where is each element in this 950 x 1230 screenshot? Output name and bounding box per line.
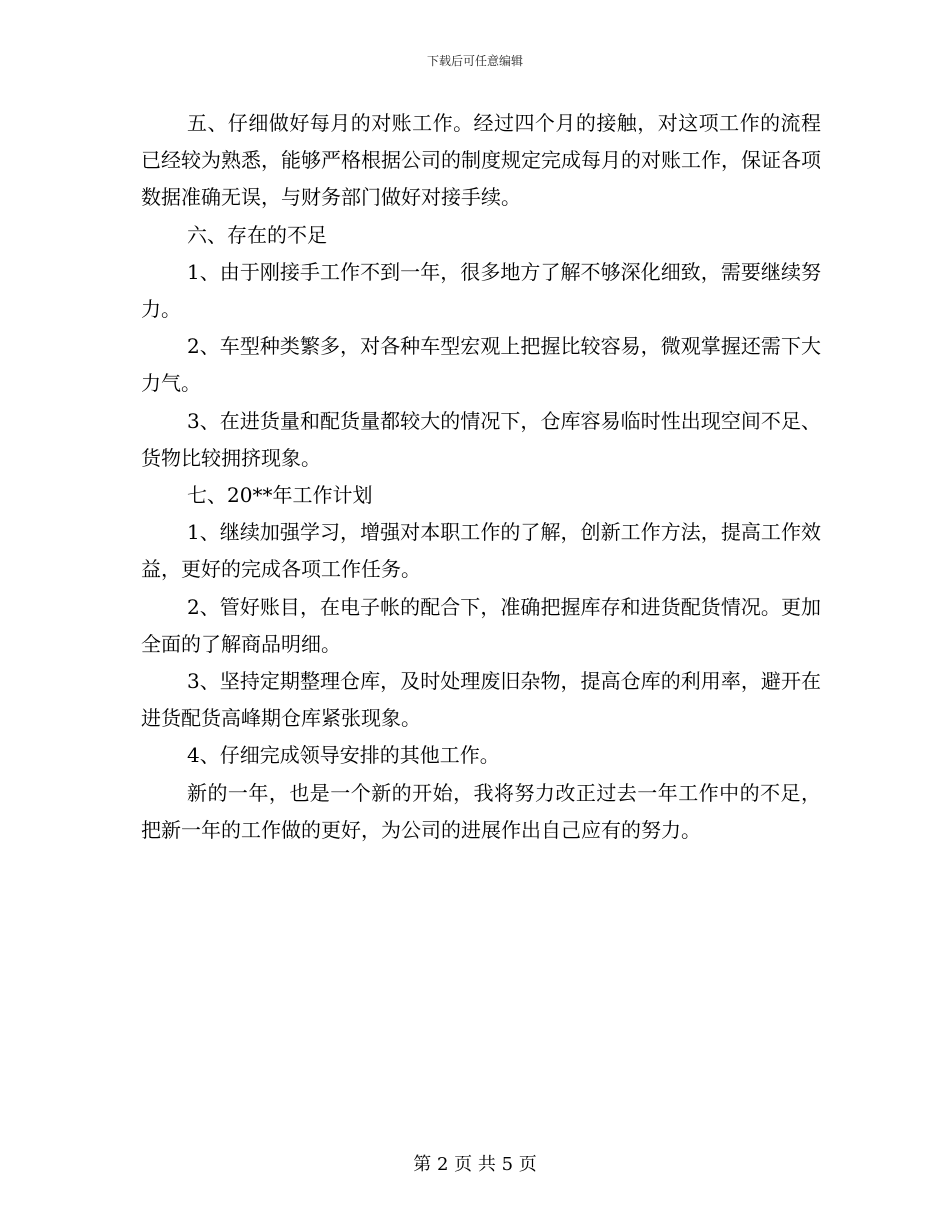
paragraph-shortcoming-1: 1、由于刚接手工作不到一年，很多地方了解不够深化细致，需要继续努力。 [141, 259, 821, 322]
page-header: 下载后可任意编辑 [426, 54, 523, 68]
document-body [141, 105, 821, 849]
paragraph-shortcoming-3: 3、在进货量和配货量都较大的情况下，仓库容易临时性出现空间不足、货物比较拥挤现象。 [141, 408, 821, 470]
paragraph-reconciliation: 五、仔细做好每月的对账工作。经过四个月的接触，对这项工作的流程已经较为熟悉，能够严格根据公司的制度规定完成每月的对账工作，保证各项数据准确无误，与财务部门做好对接手续。 [141, 111, 821, 210]
paragraph-shortcoming-2: 2、车型种类繁多，对各种车型宏观上把握比较容易，微观掌握还需下大力气。 [141, 334, 821, 396]
paragraph-plan-1: 1、继续加强学习，增强对本职工作的了解，创新工作方法，提高工作效益，更好的完成各项工作任务。 [141, 520, 821, 582]
section-heading-shortcomings: 六、存在的不足 [187, 222, 327, 247]
paragraph-plan-4: 4、仔细完成领导安排的其他工作。 [187, 743, 500, 768]
page-number: 第 2 页 共 5 页 [413, 1154, 537, 1175]
paragraph-plan-3: 3、坚持定期整理仓库，及时处理废旧杂物，提高仓库的利用率，避开在进货配货高峰期仓库紧张现象。 [141, 669, 821, 731]
paragraph-plan-2: 2、管好账目，在电子帐的配合下，准确把握库存和进货配货情况。更加全面的了解商品明细。 [141, 594, 821, 656]
paragraph-conclusion: 新的一年，也是一个新的开始，我将努力改正过去一年工作中的不足，把新一年的工作做的更好，为公司的进展作出自己应有的努力。 [141, 780, 821, 842]
section-heading-work-plan: 七、20**年工作计划 [187, 483, 373, 508]
